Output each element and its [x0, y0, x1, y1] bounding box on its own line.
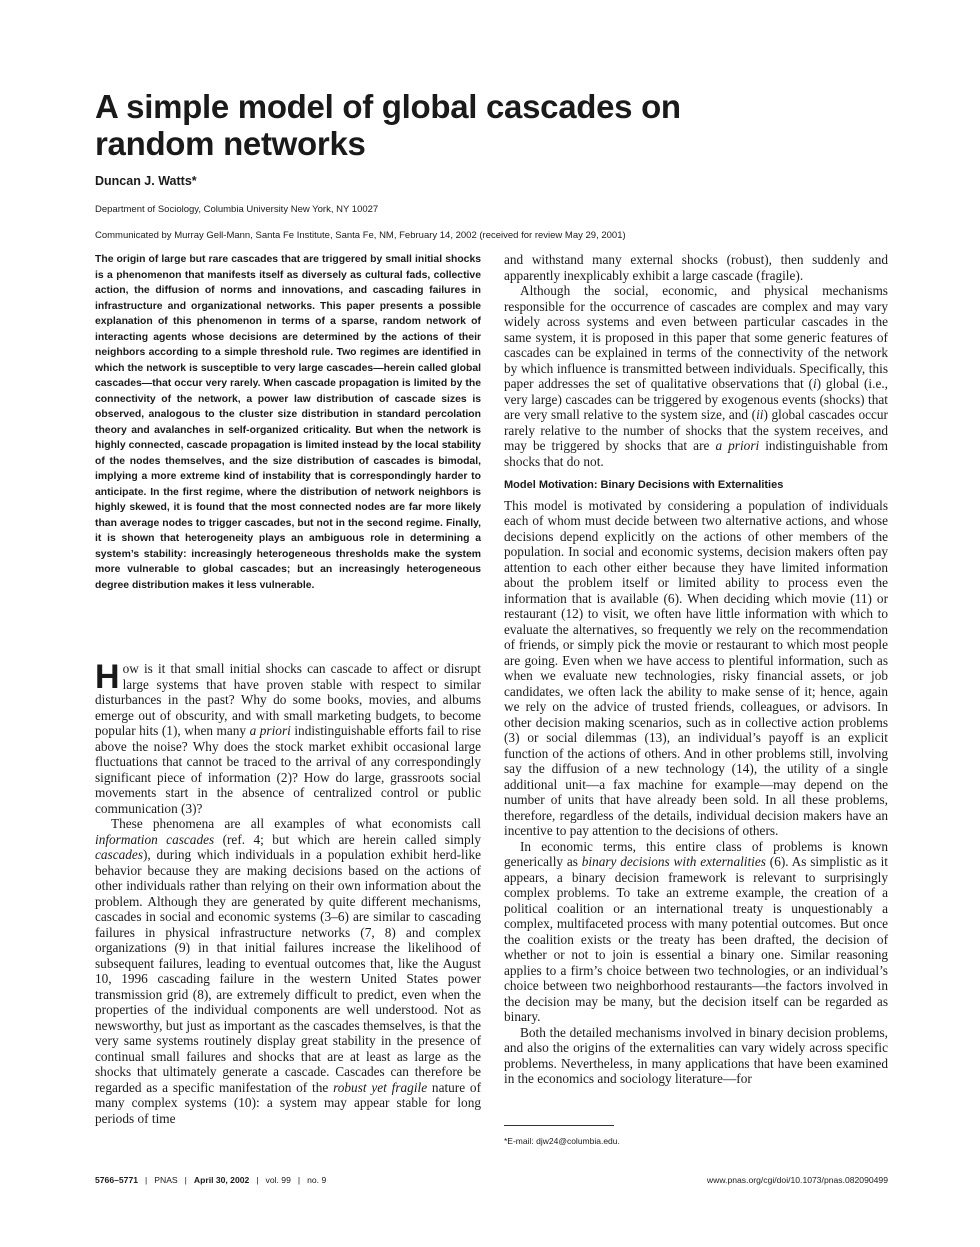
section-heading: Model Motivation: Binary Decisions with Externalities [504, 479, 784, 491]
footnote-email: *E-mail: djw24@columbia.edu. [504, 1136, 620, 1146]
abstract: The origin of large but rare cascades that are triggered by small initial shocks is a phenomenon that manifests itself as diversely as cultural fads, collective action, the diffusion of norms and innovations, and cascading failures in infrastructure and organizational networks. This paper presents a possible explanation of this phenomenon in terms of a sparse, random network of interacting agents whose decisions are determined by the actions of their neighbors according to a simple threshold rule. Two regimes are identified in which the network is susceptible to very large cascades—herein called global cascades—that occur very rarely. When cascade propagation is limited by the connectivity of the network, a power law distribution of cascade sizes is observed, analogous to the cluster size distribution in standard percolation theory and avalanches in self-organized criticality. But when the network is highly connected, cascade propagation is limited instead by the local stability of the nodes themselves, and the size distribution of cascades is bimodal, implying a more extreme kind of instability that is correspondingly harder to anticipate. In the first regime, where the distribution of network neighbors is highly skewed, it is found that the most connected nodes are far more likely than average nodes to trigger cascades, but not in the second regime. Finally, it is shown that heterogeneity plays an ambiguous role in determining a system’s stability: increasingly heterogeneous thresholds make the system more vulnerable to global cascades; but an increasingly heterogeneous degree distribution makes it less vulnerable. [95, 254, 481, 591]
footer-doi-link[interactable]: www.pnas.org/cgi/doi/10.1073/pnas.082090499 [706, 1175, 888, 1185]
footer-journal: PNAS [154, 1175, 178, 1185]
footer-volume: vol. 99 [265, 1175, 291, 1185]
drop-cap: H [95, 658, 120, 696]
communicated-line: Communicated by Murray Gell-Mann, Santa Fe Institute, Santa Fe, NM, February 14, 2002 (received for review May 29, 2001) [95, 230, 626, 241]
right-column [504, 252, 888, 1087]
right-paragraph-5: Both the detailed mechanisms involved in binary decision problems, and also the origins of the externalities can vary widely across specific problems. Nevertheless, in many applications that have been examined in the economics and sociology literature—for [504, 1024, 888, 1086]
paper-title: A simple model of global cascades on random networks [95, 88, 681, 162]
right-paragraph-3: This model is motivated by considering a population of individuals each of whom must decide between two alternative actions, and whose decisions depend explicitly on the actions of other members of the population. In social and economic systems, decision makers often pay attention to each other either because they have limited information about the problem itself or limited ability to process even the information that is available (6). When deciding which movie (11) or restaurant (12) to visit, we often have little information with which to evaluate the alternatives, so frequently we rely on the recommendation of friends, or simply pick the movie or restaurant to which most people are going. Even when we have access to plentiful information, such as when we evaluate new technologies, risky financial assets, or job candidates, we often lack the ability to make sense of it; hence, again we rely on the advice of trusted friends, colleagues, or advisors. In other decision making scenarios, such as in collective action problems (3) or social dilemmas (13), an individual’s payoff is an explicit function of the actions of others. And in other problems still, involving say the diffusion of a new technology (14), the utility of a single additional unit—a fax machine for example—may depend on the number of units that have already been sold. In all these problems, therefore, regardless of the details, individual decision makers have an incentive to pay attention to the decisions of others. [504, 497, 888, 838]
right-paragraph-1: and withstand many external shocks (robust), then suddenly and apparently inexplicably exhibit a large cascade (fragile). [504, 252, 888, 283]
footnote-divider [504, 1125, 614, 1126]
right-paragraph-2: Although the social, economic, and physical mechanisms responsible for the occurrence of cascades are complex and may vary widely across systems and even between particular cascades in the same system, it is proposed in this paper that some generic features of cascades can be explained in terms of the connectivity of the network by which influence is transmitted between individuals. Specifically, this paper addresses the set of qualitative observations that (i) global (i.e., very large) cascades can be triggered by exogenous events (shocks) that are very small relative to the system size, and (ii) global cascades occur rarely relative to the number of shocks that the system receives, and may be triggered by shocks that are a priori indistinguishable from shocks that do not. [504, 283, 889, 469]
footer-date: April 30, 2002 [193, 1175, 250, 1185]
author-name: Duncan J. Watts* [95, 174, 197, 188]
intro-paragraph-2: These phenomena are all examples of what economists call information cascades (ref. 4; but which are herein called simply cascades), during which individuals in a population exhibit herd-like behavior because they are making decisions based on the actions of other individuals rather than relying on their own information about the problem. Although they are generated by quite different mechanisms, cascades in social and economic systems (3–6) are similar to cascading failures in physical infrastructure networks (7, 8) and complex organizations (9) in that initial failures increase the likelihood of subsequent failures, leading to eventual outcomes that, like the August 10, 1996 cascading failure in the western United States power transmission grid (8), are extremely difficult to predict, even when the properties of the individual components are well understood. Not as newsworthy, but just as important as the cascades themselves, is that the very same systems routinely display great stability in the presence of continual small failures and shocks that are at least as large as the shocks that ultimately generate a cascade. Cascades can therefore be regarded as a specific manifestation of the robust yet fragile nature of many complex systems (10): a system may appear stable for long periods of time [95, 816, 482, 1126]
footer-pages: 5766–5771 [95, 1175, 139, 1185]
author-affiliation: Department of Sociology, Columbia University New York, NY 10027 [95, 204, 379, 215]
intro-column [95, 658, 482, 1126]
footer-citation: 5766–5771 | PNAS | April 30, 2002 | vol. 99 | no. 9 [95, 1175, 327, 1185]
intro-paragraph-1: How is it that small initial shocks can cascade to affect or disrupt large systems that have proven stable with respect to similar disturbances in the past? Why do some books, movies, and albums emerge out of obscurity, and with small marketing budgets, to become popular hits (1), when many a priori indistinguishable efforts fail to rise above the noise? Why does the stock market exhibit occasional large fluctuations that cannot be traced to the arrival of any correspondingly significant piece of information (2)? How do large, grassroots social movements start in the absence of centralized control or public communication (3)? [95, 658, 482, 816]
footer-issue: no. 9 [307, 1175, 327, 1185]
right-paragraph-4: In economic terms, this entire class of problems is known generically as binary decisions with externalities (6). As simplistic as it appears, a binary decision framework is relevant to surprisingly complex problems. To take an extreme example, the creation of a political coalition or an international treaty is unquestionably a complex, multifaceted process with many potential outcomes. But once the coalition exists or the treaty has been drafted, the decision of whether or not to join is essential a binary one. Similar reasoning applies to a firm’s choice between two technologies, or an individual’s choice between two neighborhood restaurants—the factors involved in the decision may be many, but the decision itself can be regarded as binary. [504, 838, 888, 1024]
